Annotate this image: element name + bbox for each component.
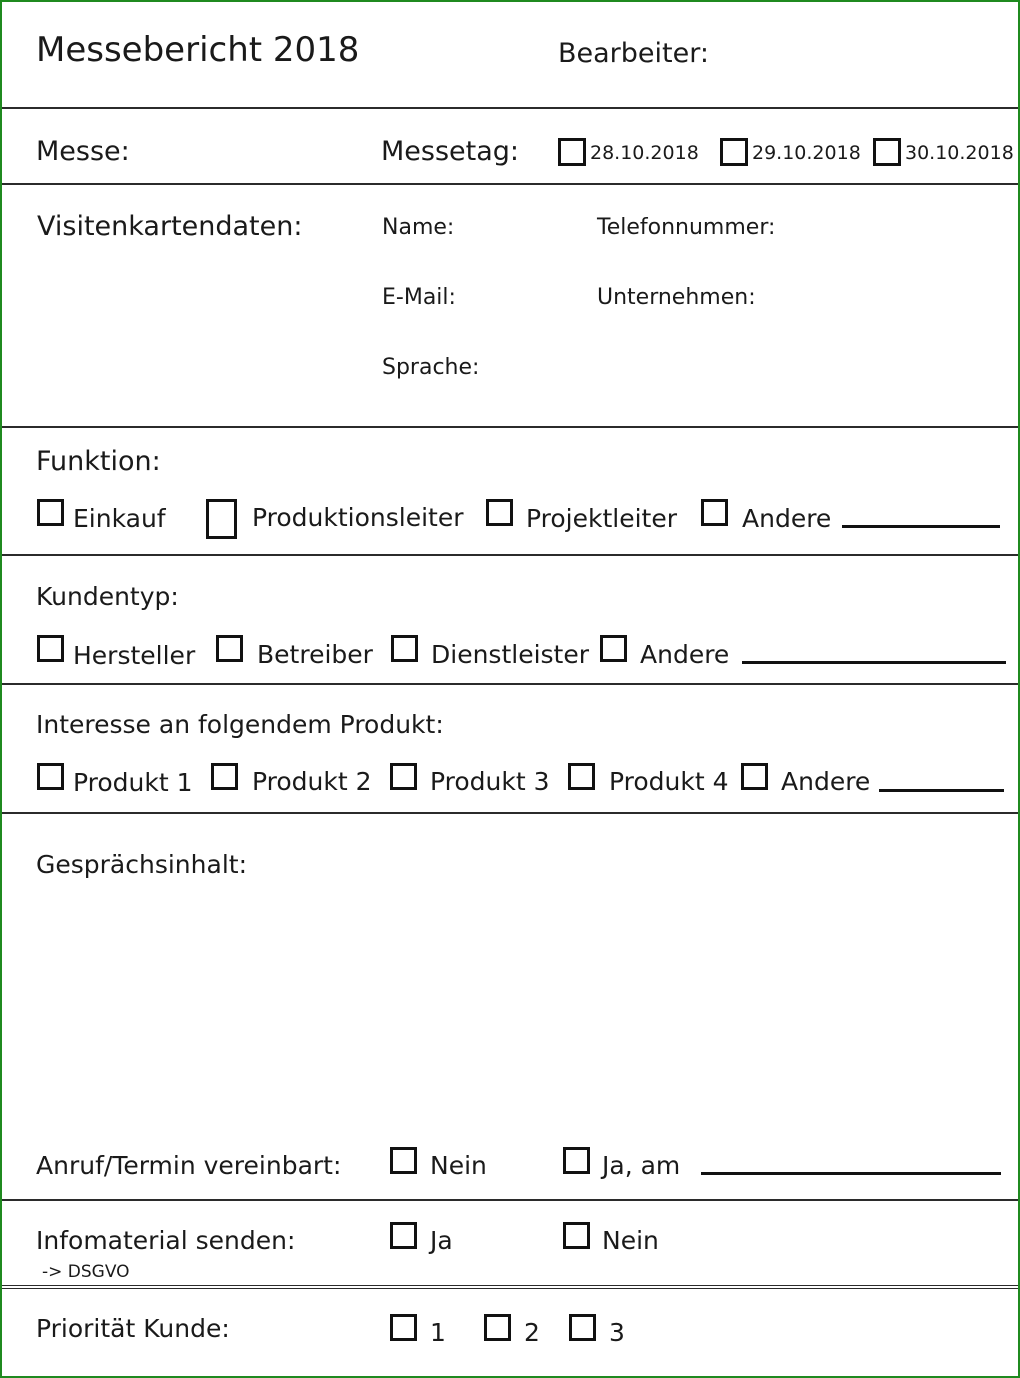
editor-label: Bearbeiter:	[558, 38, 709, 69]
day-3-label: 30.10.2018	[905, 142, 1014, 164]
day-2-checkbox[interactable]	[720, 138, 748, 166]
day-1-checkbox[interactable]	[558, 138, 586, 166]
function-label: Funktion:	[36, 446, 161, 477]
priority-3-label: 3	[609, 1318, 625, 1347]
form-title: Messebericht 2018	[36, 30, 360, 70]
type-betreiber-checkbox[interactable]	[216, 635, 243, 662]
customer-type-label: Kundentyp:	[36, 582, 179, 611]
call-no-checkbox[interactable]	[390, 1147, 417, 1174]
language-label: Sprache:	[382, 355, 480, 380]
product-4-checkbox[interactable]	[568, 763, 595, 790]
info-label: Infomaterial senden:	[36, 1226, 296, 1255]
product-2-label: Produkt 2	[252, 767, 372, 796]
divider	[2, 683, 1018, 685]
day-2-label: 29.10.2018	[752, 142, 861, 164]
info-note: -> DSGVO	[42, 1262, 130, 1282]
interest-label: Interesse an folgendem Produkt:	[36, 710, 444, 739]
type-andere-checkbox[interactable]	[600, 635, 627, 662]
function-andere-blank[interactable]	[842, 525, 1000, 528]
divider	[2, 183, 1018, 185]
day-3-checkbox[interactable]	[873, 138, 901, 166]
name-label: Name:	[382, 215, 455, 240]
info-no-checkbox[interactable]	[563, 1222, 590, 1249]
priority-1-checkbox[interactable]	[390, 1314, 417, 1341]
product-3-label: Produkt 3	[430, 767, 550, 796]
type-andere-label: Andere	[640, 640, 730, 669]
day-1-label: 28.10.2018	[590, 142, 699, 164]
divider	[2, 426, 1018, 428]
function-andere-checkbox[interactable]	[701, 499, 728, 526]
priority-2-checkbox[interactable]	[484, 1314, 511, 1341]
product-4-label: Produkt 4	[609, 767, 729, 796]
function-produktionsleiter-label: Produktionsleiter	[252, 503, 464, 532]
info-no-label: Nein	[602, 1226, 659, 1255]
divider	[2, 1199, 1018, 1201]
product-andere-label: Andere	[781, 767, 871, 796]
type-hersteller-label: Hersteller	[73, 641, 196, 670]
divider	[2, 1288, 1018, 1289]
product-1-label: Produkt 1	[73, 768, 193, 797]
conversation-label: Gesprächsinhalt:	[36, 850, 247, 879]
priority-3-checkbox[interactable]	[569, 1314, 596, 1341]
type-betreiber-label: Betreiber	[257, 640, 373, 669]
function-produktionsleiter-checkbox[interactable]	[206, 499, 237, 539]
fair-label: Messe:	[36, 136, 130, 167]
product-3-checkbox[interactable]	[390, 763, 417, 790]
type-hersteller-checkbox[interactable]	[37, 635, 64, 662]
card-label: Visitenkartendaten:	[37, 211, 303, 242]
call-yes-checkbox[interactable]	[563, 1147, 590, 1174]
info-yes-label: Ja	[430, 1226, 453, 1255]
function-projektleiter-checkbox[interactable]	[486, 499, 513, 526]
function-einkauf-checkbox[interactable]	[37, 499, 64, 526]
type-dienstleister-label: Dienstleister	[431, 640, 590, 669]
product-andere-blank[interactable]	[879, 789, 1004, 792]
type-andere-blank[interactable]	[742, 661, 1006, 664]
product-2-checkbox[interactable]	[211, 763, 238, 790]
product-1-checkbox[interactable]	[37, 763, 64, 790]
company-label: Unternehmen:	[597, 285, 756, 310]
call-no-label: Nein	[430, 1151, 487, 1180]
divider	[2, 812, 1018, 814]
divider	[2, 554, 1018, 556]
info-yes-checkbox[interactable]	[390, 1222, 417, 1249]
divider	[2, 1285, 1018, 1286]
call-yes-label: Ja, am	[602, 1151, 681, 1180]
product-andere-checkbox[interactable]	[741, 763, 768, 790]
call-label: Anruf/Termin vereinbart:	[36, 1151, 342, 1180]
type-dienstleister-checkbox[interactable]	[391, 635, 418, 662]
function-andere-label: Andere	[742, 504, 832, 533]
priority-label: Priorität Kunde:	[36, 1314, 230, 1343]
phone-label: Telefonnummer:	[597, 215, 776, 240]
fair-day-label: Messetag:	[381, 136, 520, 167]
divider	[2, 107, 1018, 109]
function-einkauf-label: Einkauf	[73, 504, 166, 533]
call-date-blank[interactable]	[701, 1172, 1001, 1175]
email-label: E-Mail:	[382, 285, 456, 310]
priority-2-label: 2	[524, 1318, 540, 1347]
function-projektleiter-label: Projektleiter	[526, 504, 678, 533]
priority-1-label: 1	[430, 1318, 446, 1347]
